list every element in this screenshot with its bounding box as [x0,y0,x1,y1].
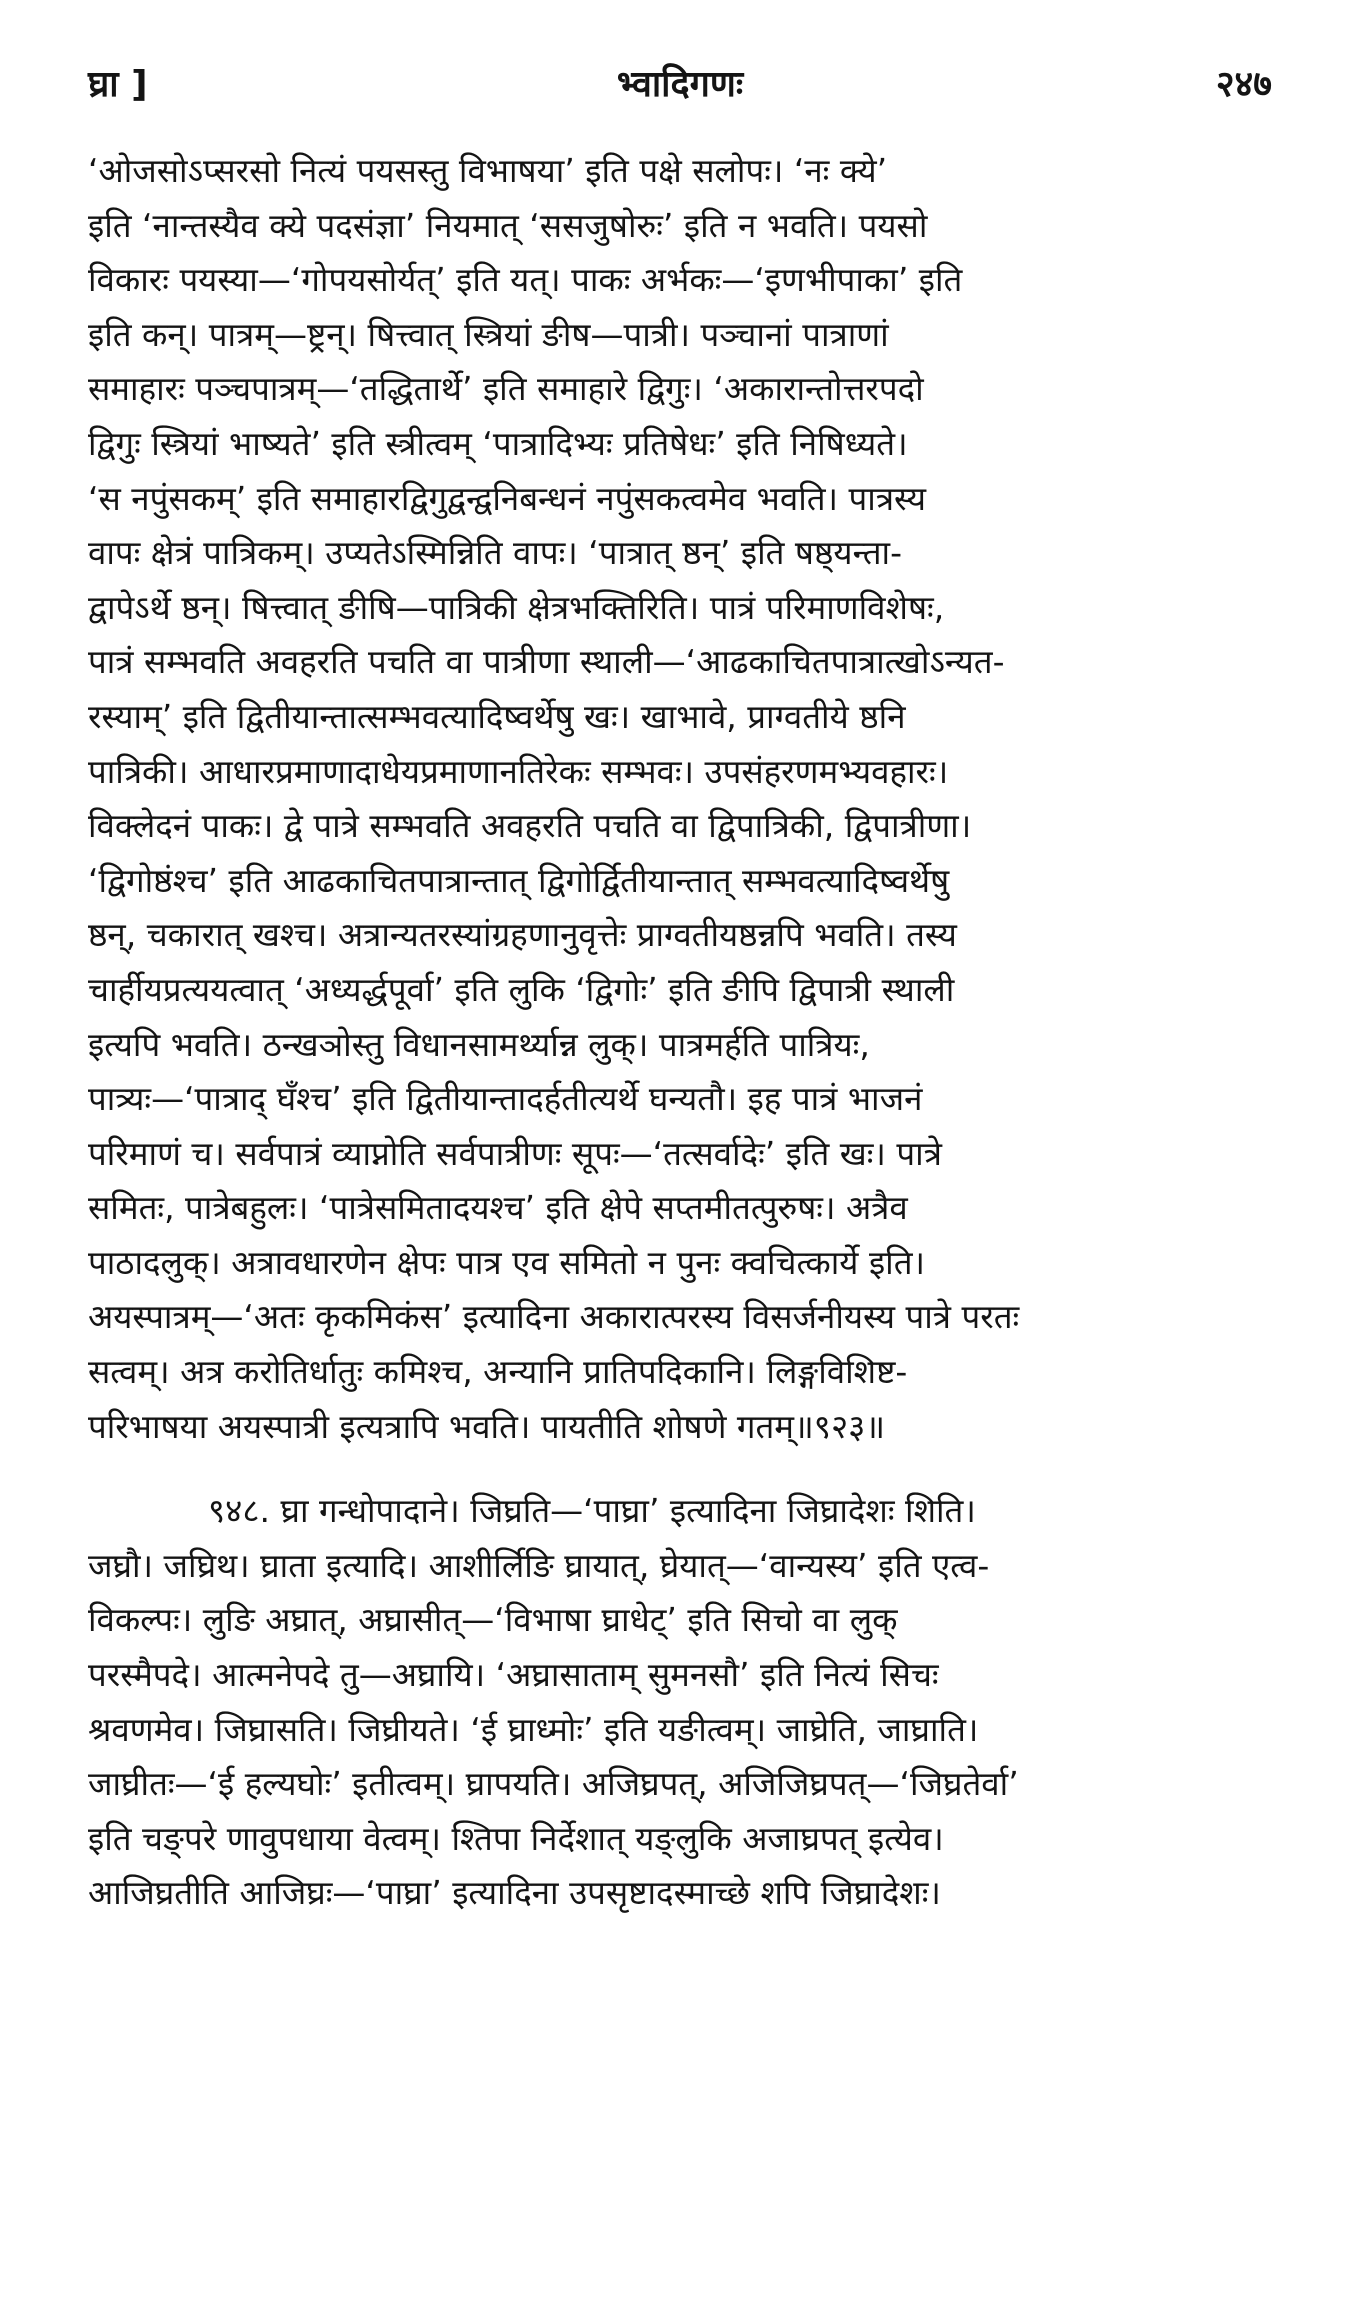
header-section-title: भ्वादिगणः [616,64,744,105]
text-line: द्वापेऽर्थे ष्ठन्। षित्त्वात् ङीषि—पात्रिकी क्षेत्रभक्तिरिति। पात्रं परिमाणविशेषः, [88,587,945,627]
text-line: विक्लेदनं पाकः। द्वे पात्रे सम्भवति अवहरति पचति वा द्विपात्रिकी, द्विपात्रीणा। [88,806,972,846]
text-line: परिभाषया अयस्पात्री इत्यत्रापि भवति। पायतीति शोषणे गतम्॥९२३॥ [88,1406,886,1446]
text-line: ष्ठन्, चकारात् खश्च। अत्रान्यतरस्यांग्रहणानुवृत्तेः प्राग्वतीयष्ठन्नपि भवति। तस्य [88,915,957,955]
text-line: पात्र्यः—‘पात्राद् घँश्च’ इति द्वितीयान्तादर्हतीत्यर्थे घन्यतौ। इह पात्रं भाजनं [88,1079,923,1119]
text-line: इति चङ्परे णावुपधाया वेत्वम्। श्तिपा निर्देशात् यङ्लुकि अजाघ्रपत् इत्येव। [88,1818,944,1858]
text-line: जघ्रौ। जघ्रिथ। घ्राता इत्यादि। आशीर्लिङि घ्रायात्, घ्रेयात्—‘वान्यस्य’ इति एत्व- [88,1545,990,1585]
text-line: परिमाणं च। सर्वपात्रं व्याप्नोति सर्वपात्रीणः सूपः—‘तत्सर्वादेः’ इति खः। पात्रे [88,1133,942,1173]
text-line: श्रवणमेव। जिघ्रासति। जिघ्रीयते। ‘ई घ्राध्मोः’ इति यङीत्वम्। जाघ्रेति, जाघ्राति। [88,1709,979,1749]
text-line: ‘द्विगोष्ठंश्च’ इति आढकाचितपात्रान्तात् द्विगोर्द्वितीयान्तात् सम्भवत्यादिष्वर्थेषु [88,860,950,900]
header-left-root: घ्रा ] [88,64,148,105]
text-line: समाहारः पञ्चपात्रम्—‘तद्धितार्थे’ इति समाहारे द्विगुः। ‘अकारान्तोत्तरपदो [88,369,924,409]
page-number: २४७ [1215,64,1272,105]
sutra-paragraph-948 [88,1484,1272,1921]
text-line: जाघ्रीतः—‘ई हल्यघोः’ इतीत्वम्। घ्रापयति। अजिघ्रपत्, अजिजिघ्रपत्—‘जिघ्रतेर्वा’ [88,1764,1019,1804]
text-line: पाठादलुक्। अत्रावधारणेन क्षेपः पात्र एव समितो न पुनः क्वचित्कार्ये इति। [88,1242,926,1282]
text-line: चार्हीयप्रत्ययत्वात् ‘अध्यर्द्धपूर्वा’ इति लुकि ‘द्विगोः’ इति ङीपि द्विपात्री स्थाली [88,969,955,1009]
text-line: पात्रिकी। आधारप्रमाणादाधेयप्रमाणानतिरेकः सम्भवः। उपसंहरणमभ्यवहारः। [88,751,949,791]
text-line: अयस्पात्रम्—‘अतः कृकमिकंस’ इत्यादिना अकारात्परस्य विसर्जनीयस्य पात्रे परतः [88,1297,1020,1337]
text-line: रस्याम्’ इति द्वितीयान्तात्सम्भवत्यादिष्वर्थेषु खः। खाभावे, प्राग्वतीये ष्ठनि [88,696,906,736]
text-line: वापः क्षेत्रं पात्रिकम्। उप्यतेऽस्मिन्निति वापः। ‘पात्रात् ष्ठन्’ इति षष्ठ्यन्ता- [88,533,902,573]
commentary-paragraph-1 [88,144,1272,1454]
page-header [88,58,1272,122]
text-line: पात्रं सम्भवति अवहरति पचति वा पात्रीणा स्थाली—‘आढकाचितपात्रात्खोऽन्यत- [88,642,1005,682]
text-line: आजिघ्रतीति आजिघ्रः—‘पाघ्रा’ इत्यादिना उपसृष्टादस्माच्छे शपि जिघ्रादेशः। [88,1873,941,1913]
text-line: सत्वम्। अत्र करोतिर्धातुः कमिश्च, अन्यानि प्रातिपदिकानि। लिङ्गविशिष्ट- [88,1352,908,1392]
text-line: इति ‘नान्तस्यैव क्ये पदसंज्ञा’ नियमात् ‘ससजुषोरुः’ इति न भवति। पयसो [88,205,928,245]
text-line: समितः, पात्रेबहुलः। ‘पात्रेसमितादयश्च’ इति क्षेपे सप्तमीतत्पुरुषः। अत्रैव [88,1188,908,1228]
text-line: परस्मैपदे। आत्मनेपदे तु—अघ्रायि। ‘अघ्रासाताम् सुमनसौ’ इति नित्यं सिचः [88,1655,939,1695]
text-line: इति कन्। पात्रम्—ष्ट्रन्। षित्त्वात् स्त्रियां ङीष—पात्री। पञ्चानां पात्राणां [88,314,889,354]
text-line: ९४८. घ्रा गन्धोपादाने। जिघ्रति—‘पाघ्रा’ इत्यादिना जिघ्रादेशः शिति। [208,1491,976,1531]
text-line: ‘ओजसोऽप्सरसो नित्यं पयसस्तु विभाषया’ इति पक्षे सलोपः। ‘नः क्ये’ [88,151,888,190]
text-line: विकल्पः। लुङि अघ्रात्, अघ्रासीत्—‘विभाषा घ्राधेट्’ इति सिचो वा लुक् [88,1600,898,1640]
text-line: द्विगुः स्त्रियां भाष्यते’ इति स्त्रीत्वम् ‘पात्रादिभ्यः प्रतिषेधः’ इति निषिध्यते। [88,423,908,463]
text-line: विकारः पयस्या—‘गोपयसोर्यत्’ इति यत्। पाकः अर्भकः—‘इणभीपाका’ इति [88,260,963,300]
text-line: इत्यपि भवति। ठन्खञोस्तु विधानसामर्थ्यान्न लुक्। पात्रमर्हति पात्रियः, [88,1024,870,1064]
text-line: ‘स नपुंसकम्’ इति समाहारद्विगुद्वन्द्वनिबन्धनं नपुंसकत्वमेव भवति। पात्रस्य [88,478,927,518]
